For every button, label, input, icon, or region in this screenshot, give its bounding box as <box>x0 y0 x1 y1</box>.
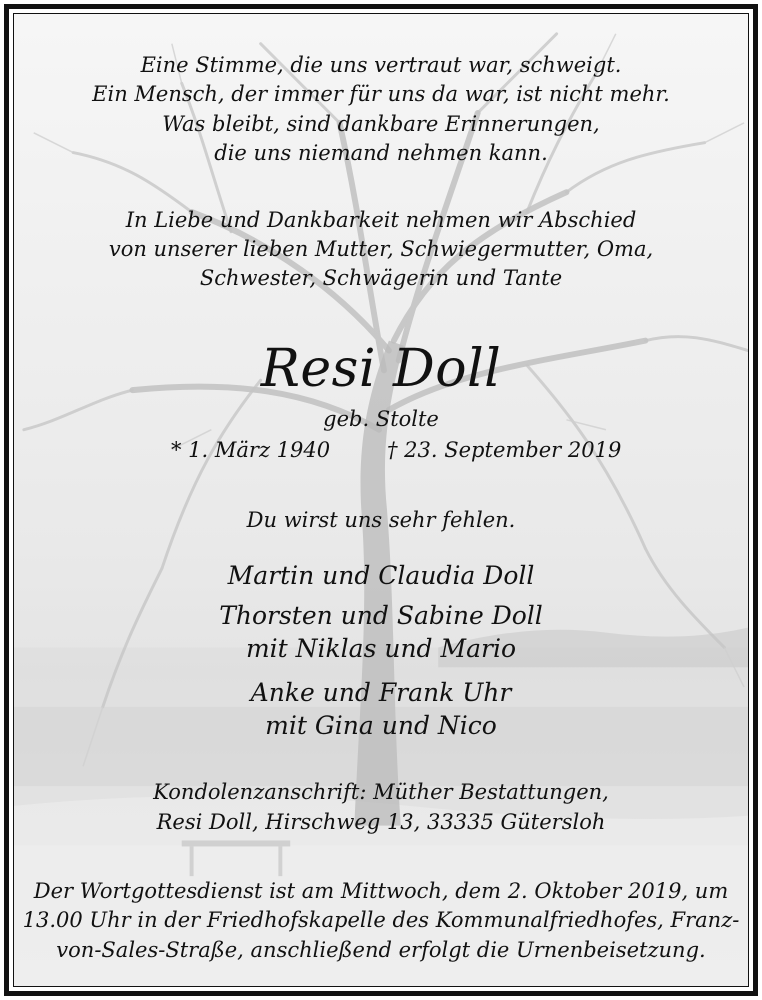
obituary-content <box>14 14 748 986</box>
family-line-3: mit Niklas und Mario <box>245 634 517 663</box>
obituary-frame <box>4 4 758 996</box>
verse-line-3: Was bleibt, sind dankbare Erinnerungen, <box>162 112 600 136</box>
deceased-name: Resi Doll <box>260 339 502 399</box>
death-date: † 23. September 2019 <box>387 438 622 462</box>
service-line-2: 13.00 Uhr in der Friedhofskapelle des Kommunalfriedhofes, Franz- <box>22 908 740 932</box>
family-line-4: Anke und Frank Uhr <box>250 678 512 707</box>
verse-line-4: die uns niemand nehmen kann. <box>214 141 548 165</box>
intro-line-3: Schwester, Schwägerin und Tante <box>199 266 563 290</box>
birth-date: * 1. März 1940 <box>171 438 331 462</box>
intro-line-1: In Liebe und Dankbarkeit nehmen wir Abschied <box>125 208 637 232</box>
family-line-1: Martin und Claudia Doll <box>227 561 535 590</box>
family-line-5: mit Gina und Nico <box>265 711 497 740</box>
farewell-line: Du wirst uns sehr fehlen. <box>246 508 516 532</box>
service-line-1: Der Wortgottesdienst ist am Mittwoch, dem 2. Oktober 2019, um <box>33 879 729 903</box>
intro-line-2: von unserer lieben Mutter, Schwiegermutter, Oma, <box>108 237 654 261</box>
condolence-line-1: Kondolenzanschrift: Müther Bestattungen, <box>153 780 609 804</box>
condolence-line-2: Resi Doll, Hirschweg 13, 33335 Gütersloh <box>156 810 606 834</box>
obituary-panel <box>13 13 749 987</box>
verse-line-2: Ein Mensch, der immer für uns da war, ist nicht mehr. <box>92 82 670 106</box>
family-line-2: Thorsten und Sabine Doll <box>219 601 543 630</box>
verse-line-1: Eine Stimme, die uns vertraut war, schweigt. <box>140 53 622 77</box>
service-line-3: von-Sales-Straße, anschließend erfolgt die Urnenbeisetzung. <box>56 938 706 962</box>
maiden-name: geb. Stolte <box>323 407 439 431</box>
